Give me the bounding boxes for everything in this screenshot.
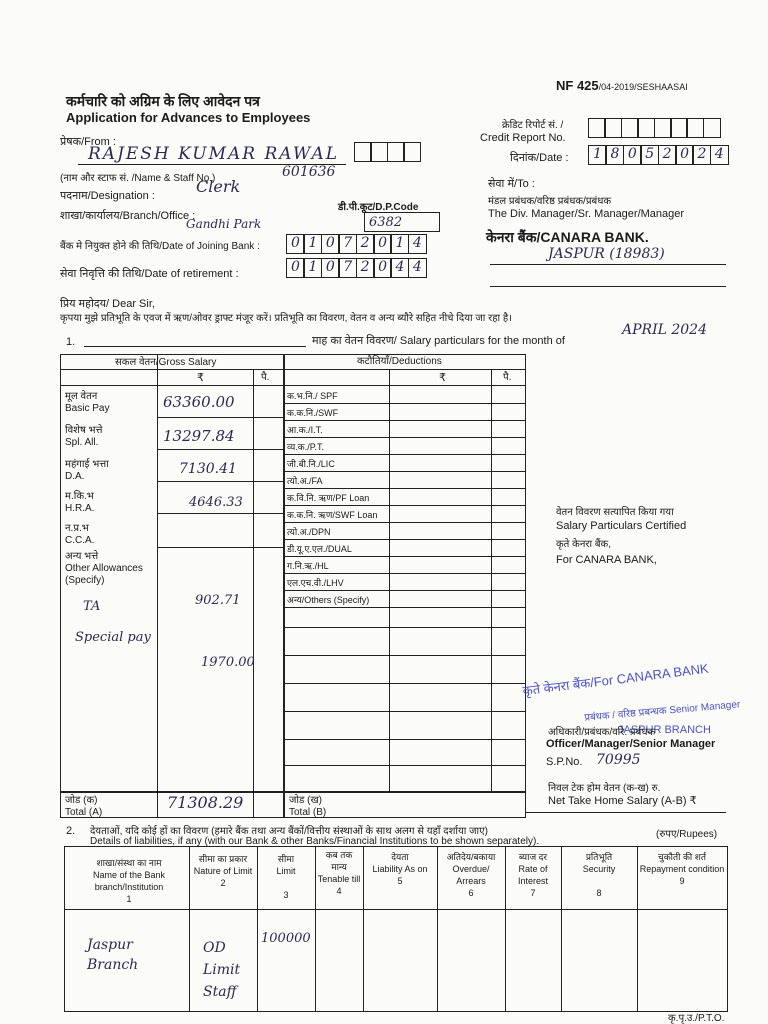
deduction-swf: क.क.नि./SWF [287, 408, 339, 418]
col-repayment: चुकौती की शर्त Repayment condition 9 [639, 852, 725, 886]
credit-date-boxes: 1 8 0 5 2 0 2 4 [588, 145, 727, 165]
net-salary-en: Net Take Home Salary (A-B) ₹ [548, 795, 697, 807]
deduction-spf: क.भ.नि./ SPF [287, 391, 338, 401]
applicant-name: RAJESH KUMAR RAWAL [88, 144, 340, 164]
deductions-header: कटौतियाँ/Deductions [357, 356, 442, 367]
joining-label: बैंक मे नियुक्त होने की तिथि/Date of Joining Bank : [60, 241, 260, 252]
dp-code-box [364, 212, 440, 232]
basic-pay-value: 63360.00 [163, 393, 235, 411]
section2-title-hi: देयताओं, यदि कोई हों का विवरण (हमारे बैंक तथा अन्य बैंकों/वित्तीय संस्थाओं के साथ अलग से यहाँ दर्शाया जाए) [90, 826, 488, 837]
salary-month-label: माह का वेतन विवरण/ Salary particulars for the month of [312, 335, 565, 347]
to-line1: मंडल प्रबंधक/वरिष्ठ प्रबंधक/प्रबंधक [488, 196, 612, 207]
deduction-hl: ग.नि.ऋ./HL [287, 561, 329, 571]
col-security: प्रतिभूति Security 8 [582, 852, 616, 898]
certified-hi: वेतन विवरण सत्यापित किया गया [556, 507, 674, 518]
for-bank-hi: कृते केनरा बैंक, [556, 539, 612, 550]
date-label: दिनांक/Date : [510, 152, 569, 164]
bank-stamp: कृते केनरा बैंक/For CANARA BANK [521, 660, 710, 699]
designation-value: Clerk [196, 177, 241, 196]
from-label: प्रेषक/From : [60, 136, 116, 148]
title-english: Application for Advances to Employees [66, 110, 311, 125]
request-text: कृपया मुझे प्रतिभूति के एवज में ऋण/ओवर ड्राफ्ट मंजूर करें। प्रतिभूति का विवरण, वेतन व अन्य ब्यौरे सहित नीचे दिया जा रहा है। [60, 313, 513, 324]
pto-footer: कृ.पृ.उ./P.T.O. [668, 1013, 725, 1024]
gross-row-hra: म.कि.भ H.R.A. [65, 491, 95, 514]
section1-number: 1. [66, 336, 76, 348]
net-salary-hi: निवल टेक होम वेतन (क-ख) रु. [548, 783, 661, 794]
other-item-special-value: 1970.00 [201, 655, 255, 670]
col-liability: देयता Liability As on 5 [372, 852, 428, 886]
salutation: प्रिय महोदय/ Dear Sir, [60, 298, 155, 310]
col-tenable: कब तक मान्य Tenable till 4 [317, 850, 361, 896]
spl-all-value: 13297.84 [163, 427, 235, 445]
other-item-special-label: Special pay [75, 630, 151, 645]
deduction-fa: त्यो.अ./FA [287, 476, 323, 486]
title-hindi: कर्मचारि को अग्रिम के लिए आवेदन पत्र [66, 93, 260, 109]
bank-name: केनरा बैंक/CANARA BANK. [486, 229, 649, 245]
col-limit: सीमा Limit 3 [276, 854, 296, 900]
hra-value: 4646.33 [189, 495, 243, 510]
other-item-ta-value: 902.71 [195, 593, 241, 608]
section2-title-en: Details of liabilities, if any (with our Bank & other Banks/Financial Institutions to be shown separately). [90, 836, 540, 847]
for-bank-en: For CANARA BANK, [556, 554, 657, 566]
gross-row-spl: विशेष भत्ते Spl. All. [65, 425, 103, 448]
deduction-pf-loan: क.वि.नि. ऋण/PF Loan [287, 493, 370, 503]
deduction-dpn: त्यो.अ./DPN [287, 527, 331, 537]
name-boxes [354, 142, 420, 162]
staff-number: 601636 [282, 164, 336, 180]
retirement-date-boxes: 0 1 0 7 2 0 4 4 [286, 258, 425, 278]
gross-row-basic: मूल वेतन Basic Pay [65, 391, 110, 414]
deduction-dual: डी.यू.ए.एल./DUAL [287, 544, 352, 554]
spno-label: S.P.No. [546, 756, 583, 768]
liability-nature: OD Limit Staff [203, 940, 241, 1000]
gross-salary-header: सकल वेतन/Gross Salary [115, 357, 217, 368]
stamp-branch: JASPUR BRANCH [618, 724, 711, 736]
deduction-lic: जी.बी.नि./LIC [287, 459, 335, 469]
designation-label: पदनाम/Designation : [60, 190, 155, 202]
officer-label-en: Officer/Manager/Senior Manager [546, 738, 716, 750]
deduction-pt: व्य.क./P.T. [287, 442, 325, 452]
deduction-rupee-header: ₹ [439, 372, 446, 384]
branch-value: Gandhi Park [186, 217, 262, 231]
salary-month: APRIL 2024 [622, 322, 707, 338]
gross-rupee-header: ₹ [197, 372, 204, 384]
deduction-lhv: एल.एच.वी./LHV [287, 578, 344, 588]
da-value: 7130.41 [179, 461, 237, 477]
to-branch: JASPUR (18983) [548, 246, 665, 262]
deduction-paise-header: पै. [503, 372, 512, 383]
spno-value: 70995 [596, 752, 641, 768]
name-staff-label: (नाम और स्टाफ सं. /Name & Staff No.) [60, 173, 216, 184]
liabilities-table [64, 846, 728, 1012]
col-nature-limit: सीमा का प्रकार Nature of Limit 2 [193, 854, 253, 888]
certified-en: Salary Particulars Certified [556, 520, 687, 532]
stamp-role: प्रबंधक / वरिष्ठ प्रबन्धक Senior Manager [583, 699, 741, 724]
credit-report-boxes [588, 118, 719, 138]
officer-label-hi: अधिकारी/प्रबंधक/वरि. प्रबंधक [548, 727, 656, 738]
retirement-label: सेवा निवृत्ति की तिथि/Date of retirement : [60, 268, 239, 280]
total-b-label: जोड (ख) Total (B) [289, 795, 327, 818]
to-label: सेवा में/To : [488, 178, 535, 190]
joining-date-boxes: 0 1 0 7 2 0 1 4 [286, 234, 425, 254]
gross-row-cca: न.प्र.भ C.C.A. [65, 523, 95, 546]
section2-number: 2. [66, 825, 76, 837]
credit-report-label-hi: क्रेडिट रिपोर्ट सं. / [502, 120, 564, 131]
gross-row-other: अन्य भत्ते Other Allowances (Specify) [65, 551, 143, 586]
deduction-it: आ.क./I.T. [287, 425, 323, 435]
dp-code-label: डी.पी.कूट/D.P.Code [338, 202, 419, 213]
dp-code-value: 6382 [369, 215, 403, 230]
gross-row-da: महंगाई भत्ता D.A. [65, 459, 109, 482]
other-item-ta-label: TA [83, 599, 101, 614]
form-number: NF 425/04-2019/SESHAASAI [556, 78, 688, 93]
total-a-label: जोड (क) Total (A) [65, 795, 103, 818]
col-overdue: अतिदेय/बकाया Overdue/ Arrears 6 [446, 852, 496, 898]
gross-paise-header: पै. [261, 372, 270, 383]
col-bank-name: शाखा/संस्था का नाम Name of the Bank branch/Institution 1 [92, 858, 166, 904]
deduction-others: अन्य/Others (Specify) [287, 595, 370, 605]
total-a-value: 71308.29 [167, 793, 244, 812]
to-line2: The Div. Manager/Sr. Manager/Manager [488, 208, 685, 220]
deduction-swf-loan: क.क.नि. ऋण/SWF Loan [287, 510, 378, 520]
branch-label: शाखा/कार्यालय/Branch/Office : [60, 210, 196, 222]
salary-table [60, 354, 526, 818]
credit-report-label-en: Credit Report No. [480, 132, 566, 144]
liability-limit: 100000 [261, 931, 311, 946]
liability-branch: Jaspur Branch [87, 937, 139, 973]
section2-unit: (रुपए/Rupees) [656, 829, 718, 840]
col-rate: ब्याज दर Rate of Interest 7 [517, 852, 548, 898]
